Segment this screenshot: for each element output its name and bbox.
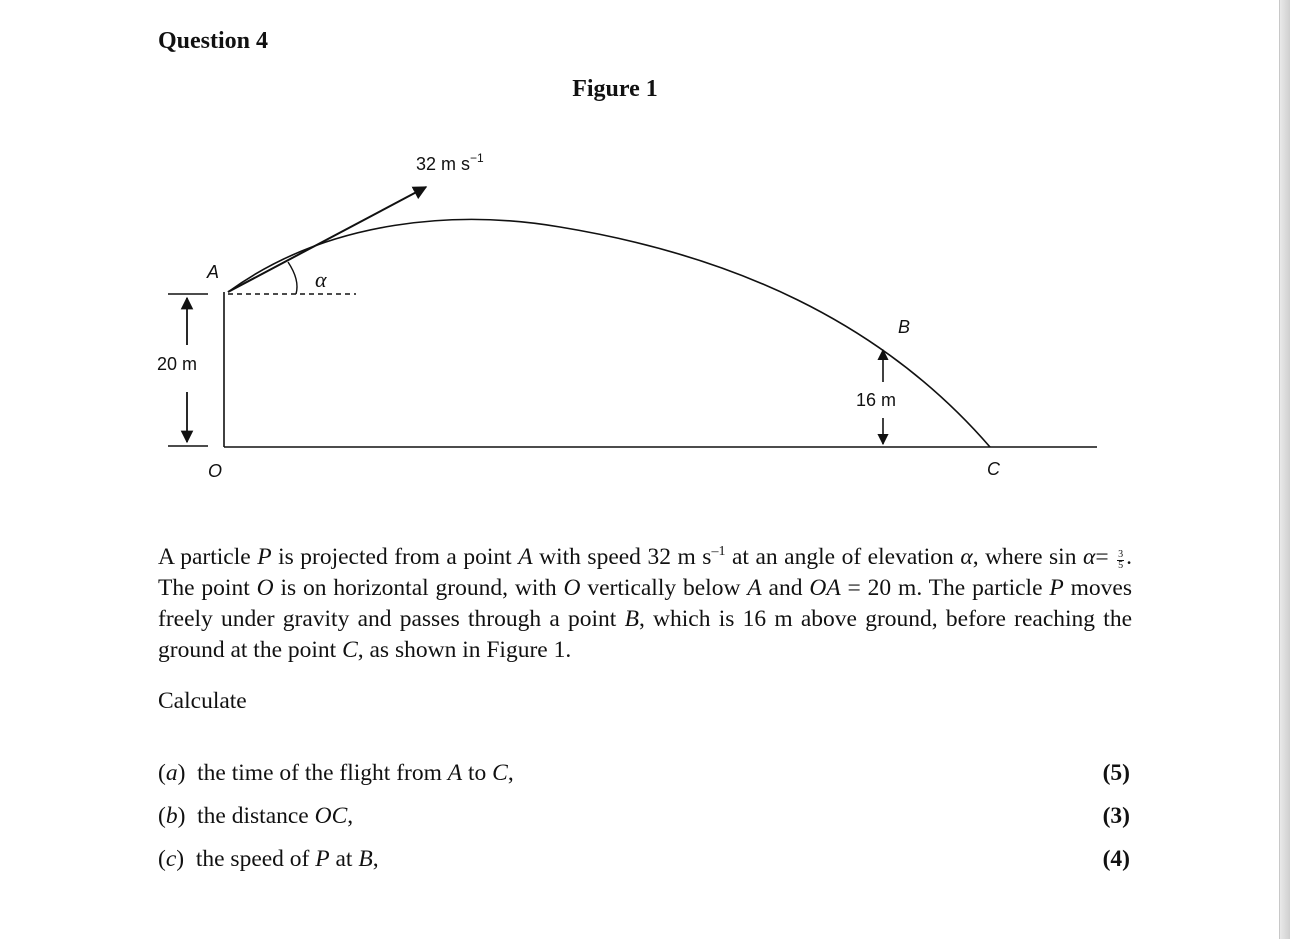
trajectory-curve [228,219,990,447]
height-A-label: 20 m [157,354,198,374]
marks-b: (3) [1102,803,1130,829]
part-c: (c) the speed of P at B, (4) [158,846,1130,872]
calculate-label: Calculate [158,688,247,714]
part-a: (a) the time of the flight from A to C, (5) [158,760,1130,786]
speed-label: 32 m $s^{-1}$ [416,151,484,174]
figure-title: Figure 1 [572,76,658,102]
point-C-label: C [987,459,1000,479]
marks-a: (5) [1102,760,1130,786]
part-b: (b) the distance OC, (3) [158,803,1130,829]
question-paragraph: A particle P is projected from a point A with speed 32 m $s^{-1}$ at an angle of elevation α, where sin α= $\frac{3}{5}$ . The point O is on horizontal ground, with O vertically below A and OA = 20 m. The particle P moves freely under gravity and passes through a point B, which is 16 m above ground, before reaching the ground at the point C, as shown in Figure 1. [158,543,1132,663]
marks-c: (4) [1102,846,1130,872]
question-title: Question 4 [158,28,269,54]
alpha-label: α [315,267,327,292]
velocity-arrow [228,187,426,292]
angle-arc [288,262,297,294]
point-B-label: B [898,317,911,337]
point-A-label: A [207,262,220,282]
height-B-label: 16 m [856,390,897,410]
point-O-label: O [208,461,223,481]
fraction: $\frac{3}{5}$ [1118,548,1124,571]
